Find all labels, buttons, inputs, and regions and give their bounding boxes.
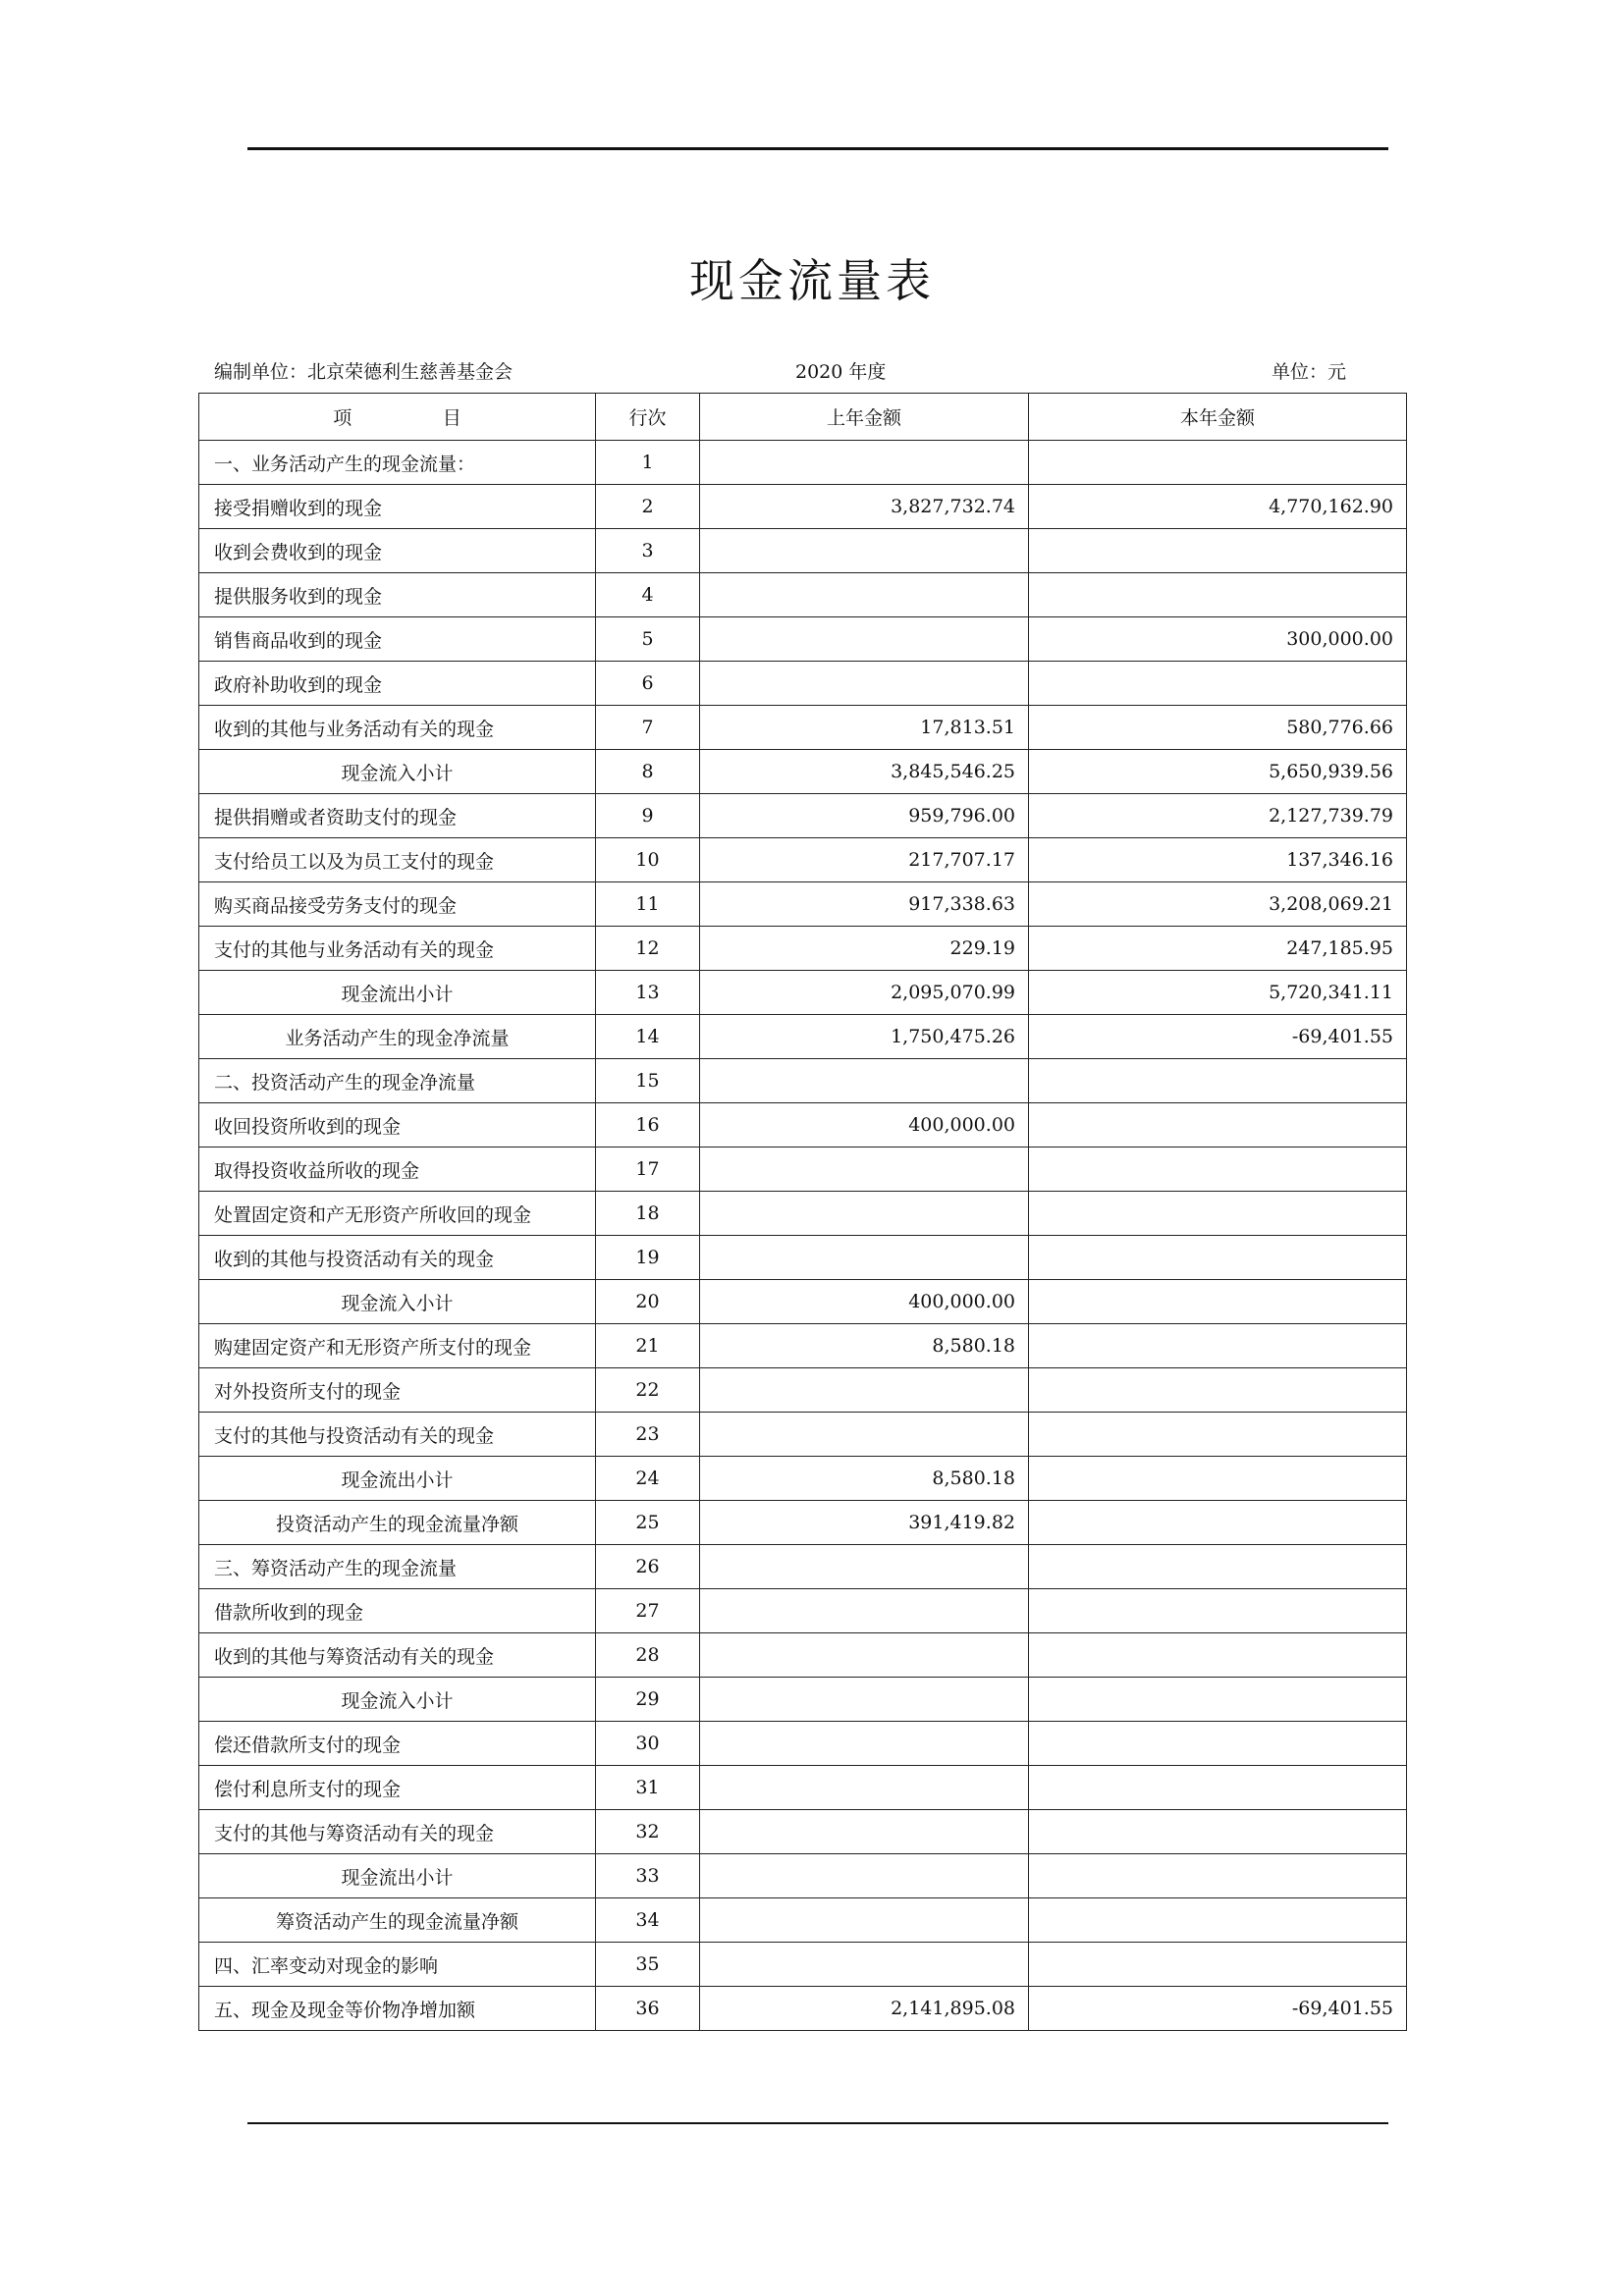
curr-year-amount: 3,208,069.21 [1029,882,1407,927]
prev-year-amount [700,573,1029,617]
curr-year-amount [1029,1324,1407,1368]
table-row [199,927,1407,971]
prev-year-amount [700,1722,1029,1766]
prev-year-amount: 1,750,475.26 [700,1015,1029,1059]
table-row [199,1722,1407,1766]
row-item-label: 现金流出小计 [199,1457,596,1501]
row-item-label: 五、现金及现金等价物净增加额 [199,1987,596,2031]
header-item-part-a: 项 [333,407,352,429]
prev-year-amount [700,1236,1029,1280]
curr-year-amount [1029,1148,1407,1192]
table-row [199,1015,1407,1059]
curr-year-amount [1029,1368,1407,1413]
table-row [199,529,1407,573]
row-number: 6 [596,662,700,706]
table-row [199,1280,1407,1324]
curr-year-amount [1029,529,1407,573]
row-number: 34 [596,1898,700,1943]
row-item-label: 支付的其他与筹资活动有关的现金 [199,1810,596,1854]
row-item-label: 取得投资收益所收的现金 [199,1148,596,1192]
curr-year-amount [1029,1633,1407,1678]
row-item-label: 支付给员工以及为员工支付的现金 [199,838,596,882]
prev-year-amount: 2,095,070.99 [700,971,1029,1015]
prev-year-amount: 229.19 [700,927,1029,971]
curr-year-amount [1029,441,1407,485]
curr-year-amount: 137,346.16 [1029,838,1407,882]
row-item-label: 现金流出小计 [199,1854,596,1898]
table-row [199,617,1407,662]
table-row [199,1943,1407,1987]
curr-year-amount [1029,1103,1407,1148]
table-row [199,838,1407,882]
table-row [199,1148,1407,1192]
table-row [199,794,1407,838]
curr-year-amount: 5,650,939.56 [1029,750,1407,794]
table-row [199,1854,1407,1898]
row-number: 7 [596,706,700,750]
row-number: 23 [596,1413,700,1457]
table-header [199,394,1407,441]
row-item-label: 支付的其他与投资活动有关的现金 [199,1413,596,1457]
row-item-label: 提供捐赠或者资助支付的现金 [199,794,596,838]
curr-year-amount [1029,573,1407,617]
row-number: 5 [596,617,700,662]
curr-year-amount [1029,1413,1407,1457]
row-number: 28 [596,1633,700,1678]
table-row [199,662,1407,706]
row-number: 11 [596,882,700,927]
footer-rule [247,2122,1388,2124]
row-number: 26 [596,1545,700,1589]
table-row [199,1589,1407,1633]
row-number: 32 [596,1810,700,1854]
curr-year-amount [1029,662,1407,706]
table-row [199,1898,1407,1943]
header-item-part-b: 目 [442,407,461,429]
row-item-label: 销售商品收到的现金 [199,617,596,662]
row-item-label: 收到的其他与业务活动有关的现金 [199,706,596,750]
curr-year-amount [1029,1810,1407,1854]
row-number: 9 [596,794,700,838]
row-item-label: 接受捐赠收到的现金 [199,485,596,529]
row-number: 2 [596,485,700,529]
prev-year-amount [700,1678,1029,1722]
row-number: 3 [596,529,700,573]
row-item-label: 业务活动产生的现金净流量 [199,1015,596,1059]
header-curr-year: 本年金额 [1029,394,1407,441]
curr-year-amount [1029,1236,1407,1280]
curr-year-amount [1029,1280,1407,1324]
row-number: 27 [596,1589,700,1633]
row-number: 21 [596,1324,700,1368]
row-number: 30 [596,1722,700,1766]
row-number: 15 [596,1059,700,1103]
row-number: 1 [596,441,700,485]
curr-year-amount [1029,1192,1407,1236]
row-item-label: 处置固定资和产无形资产所收回的现金 [199,1192,596,1236]
row-number: 20 [596,1280,700,1324]
row-item-label: 现金流出小计 [199,971,596,1015]
table-row [199,1678,1407,1722]
prev-year-amount: 3,827,732.74 [700,485,1029,529]
curr-year-amount [1029,1898,1407,1943]
curr-year-amount [1029,1722,1407,1766]
row-number: 33 [596,1854,700,1898]
row-number: 16 [596,1103,700,1148]
prev-year-amount [700,1059,1029,1103]
curr-year-amount: 2,127,739.79 [1029,794,1407,838]
table-row [199,441,1407,485]
row-item-label: 政府补助收到的现金 [199,662,596,706]
curr-year-amount: 580,776.66 [1029,706,1407,750]
prev-year-amount [700,1810,1029,1854]
table-row [199,1545,1407,1589]
prev-year-amount: 17,813.51 [700,706,1029,750]
prev-year-amount: 2,141,895.08 [700,1987,1029,2031]
row-item-label: 现金流入小计 [199,1280,596,1324]
row-item-label: 借款所收到的现金 [199,1589,596,1633]
table-row [199,1059,1407,1103]
curr-year-amount [1029,1457,1407,1501]
row-item-label: 收到的其他与筹资活动有关的现金 [199,1633,596,1678]
row-number: 18 [596,1192,700,1236]
prev-year-amount [700,1854,1029,1898]
row-item-label: 投资活动产生的现金流量净额 [199,1501,596,1545]
row-item-label: 收到的其他与投资活动有关的现金 [199,1236,596,1280]
row-item-label: 一、业务活动产生的现金流量： [199,441,596,485]
row-number: 13 [596,971,700,1015]
table-row [199,706,1407,750]
prev-year-amount [700,1368,1029,1413]
row-number: 4 [596,573,700,617]
row-number: 22 [596,1368,700,1413]
row-number: 14 [596,1015,700,1059]
row-number: 19 [596,1236,700,1280]
row-item-label: 现金流入小计 [199,750,596,794]
table-row [199,1368,1407,1413]
curr-year-amount: 247,185.95 [1029,927,1407,971]
row-item-label: 收回投资所收到的现金 [199,1103,596,1148]
curr-year-amount [1029,1545,1407,1589]
row-number: 12 [596,927,700,971]
table-body [199,441,1407,2031]
prev-year-amount: 8,580.18 [700,1457,1029,1501]
header-prev-year: 上年金额 [700,394,1029,441]
prev-year-amount [700,1766,1029,1810]
table-row [199,1413,1407,1457]
curr-year-amount [1029,1943,1407,1987]
prev-year-amount [700,617,1029,662]
row-item-label: 购建固定资产和无形资产所支付的现金 [199,1324,596,1368]
reporting-entity: 编制单位：北京荣德利生慈善基金会 [214,361,514,383]
prev-year-amount: 400,000.00 [700,1103,1029,1148]
prev-year-amount [700,529,1029,573]
prev-year-amount [700,1898,1029,1943]
row-item-label: 四、汇率变动对现金的影响 [199,1943,596,1987]
prev-year-amount [700,1413,1029,1457]
table-row [199,1192,1407,1236]
cash-flow-table [198,393,1407,2031]
curr-year-amount [1029,1678,1407,1722]
row-item-label: 收到会费收到的现金 [199,529,596,573]
row-item-label: 偿付利息所支付的现金 [199,1766,596,1810]
table-row [199,750,1407,794]
curr-year-amount [1029,1854,1407,1898]
curr-year-amount: 5,720,341.11 [1029,971,1407,1015]
row-number: 24 [596,1457,700,1501]
row-number: 10 [596,838,700,882]
table-row [199,1236,1407,1280]
prev-year-amount: 3,845,546.25 [700,750,1029,794]
prev-year-amount: 917,338.63 [700,882,1029,927]
table-row [199,1633,1407,1678]
prev-year-amount: 400,000.00 [700,1280,1029,1324]
table-row [199,1987,1407,2031]
curr-year-amount: -69,401.55 [1029,1015,1407,1059]
prev-year-amount: 217,707.17 [700,838,1029,882]
page-title: 现金流量表 [689,254,935,307]
row-number: 36 [596,1987,700,2031]
report-period: 2020 年度 [795,361,887,383]
row-item-label: 购买商品接受劳务支付的现金 [199,882,596,927]
prev-year-amount: 8,580.18 [700,1324,1029,1368]
row-item-label: 三、筹资活动产生的现金流量 [199,1545,596,1589]
table-row [199,882,1407,927]
table-row [199,573,1407,617]
row-item-label: 现金流入小计 [199,1678,596,1722]
curr-year-amount [1029,1059,1407,1103]
row-item-label: 偿还借款所支付的现金 [199,1722,596,1766]
curr-year-amount [1029,1766,1407,1810]
header-row [199,394,1407,441]
row-number: 35 [596,1943,700,1987]
prev-year-amount: 391,419.82 [700,1501,1029,1545]
header-item [199,394,596,441]
curr-year-amount [1029,1501,1407,1545]
prev-year-amount [700,1545,1029,1589]
row-number: 8 [596,750,700,794]
currency-unit: 单位：元 [1272,361,1347,383]
prev-year-amount [700,441,1029,485]
row-number: 17 [596,1148,700,1192]
curr-year-amount: 4,770,162.90 [1029,485,1407,529]
prev-year-amount [700,1148,1029,1192]
prev-year-amount [700,1589,1029,1633]
prev-year-amount: 959,796.00 [700,794,1029,838]
row-item-label: 支付的其他与业务活动有关的现金 [199,927,596,971]
prev-year-amount [700,1943,1029,1987]
table-row [199,485,1407,529]
table-row [199,1810,1407,1854]
curr-year-amount: -69,401.55 [1029,1987,1407,2031]
table-row [199,1457,1407,1501]
row-item-label: 对外投资所支付的现金 [199,1368,596,1413]
header-row-number: 行次 [596,394,700,441]
prev-year-amount [700,662,1029,706]
row-item-label: 筹资活动产生的现金流量净额 [199,1898,596,1943]
row-number: 29 [596,1678,700,1722]
row-item-label: 提供服务收到的现金 [199,573,596,617]
table-row [199,1501,1407,1545]
prev-year-amount [700,1192,1029,1236]
table-row [199,971,1407,1015]
table-row [199,1103,1407,1148]
curr-year-amount [1029,1589,1407,1633]
table-row [199,1324,1407,1368]
header-rule [247,147,1388,150]
row-item-label: 二、投资活动产生的现金净流量 [199,1059,596,1103]
row-number: 25 [596,1501,700,1545]
table-row [199,1766,1407,1810]
row-number: 31 [596,1766,700,1810]
curr-year-amount: 300,000.00 [1029,617,1407,662]
prev-year-amount [700,1633,1029,1678]
